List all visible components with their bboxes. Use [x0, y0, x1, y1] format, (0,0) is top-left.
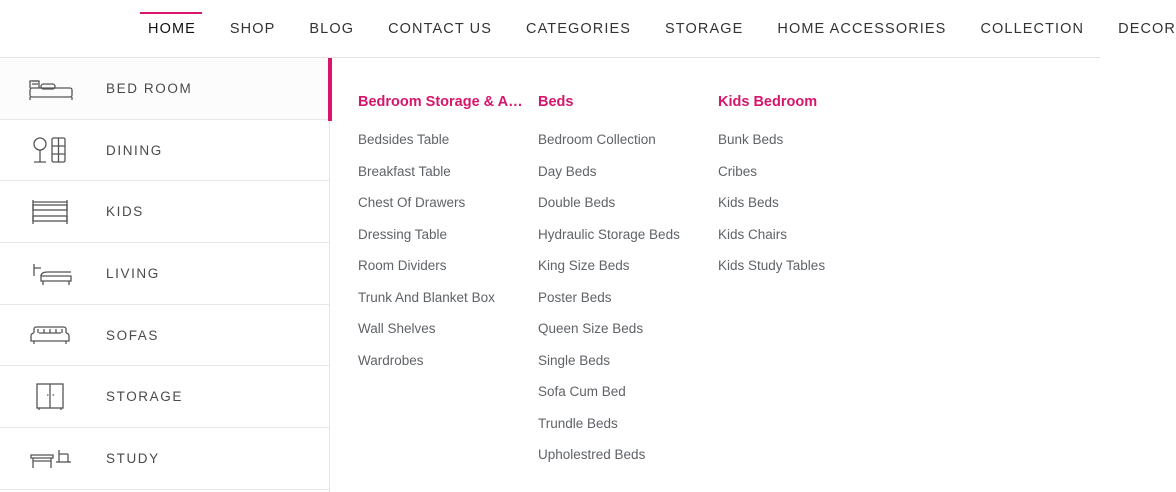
megamenu-link[interactable]: Cribes [718, 163, 758, 179]
megamenu-link[interactable]: Breakfast Table [358, 163, 451, 179]
nav-label: HOME [148, 20, 196, 37]
nav-label: DECOR [1118, 20, 1176, 37]
sidebar-item-label: STUDY [106, 450, 160, 466]
sidebar-item-dining[interactable] [0, 120, 329, 182]
megamenu-link[interactable]: Chest Of Drawers [358, 195, 466, 210]
nav-label: CATEGORIES [526, 20, 632, 37]
sidebar-item-bed-room[interactable] [0, 58, 329, 120]
megamenu-column-kids-bedroom [718, 94, 898, 492]
column-title: Beds [538, 94, 574, 110]
column-title: Bedroom Storage & A… [358, 94, 523, 110]
sidebar-item-living[interactable] [0, 243, 329, 305]
nav-label: STORAGE [665, 20, 744, 37]
bunk-bed-icon [28, 198, 88, 226]
desk-chair-icon [28, 445, 88, 471]
megamenu-link[interactable]: Poster Beds [538, 289, 612, 305]
category-sidebar [0, 58, 330, 492]
megamenu-column-bedroom-storage [358, 94, 538, 492]
nav-item-shop[interactable] [230, 0, 276, 58]
sidebar-item-label: LIVING [106, 265, 160, 281]
sidebar-item-storage[interactable] [0, 366, 329, 428]
megamenu-panel [330, 58, 1100, 492]
sidebar-item-label: SOFAS [106, 327, 160, 343]
nav-label: SHOP [229, 20, 276, 37]
nav-item-decor[interactable] [1118, 0, 1176, 58]
megamenu-link[interactable]: Kids Beds [718, 195, 779, 210]
megamenu-link[interactable]: Hydraulic Storage Beds [538, 226, 680, 242]
top-navigation [0, 0, 1176, 58]
megamenu-link[interactable]: Kids Study Tables [718, 258, 826, 273]
megamenu-link[interactable]: Day Beds [538, 163, 597, 179]
megamenu-link[interactable]: Trundle Beds [538, 415, 618, 431]
content-area [0, 58, 1100, 492]
sidebar-item-label: BED ROOM [106, 80, 193, 96]
megamenu-link[interactable]: Dressing Table [358, 226, 448, 242]
megamenu-link[interactable]: Bunk Beds [718, 132, 784, 147]
daybed-icon [28, 260, 88, 286]
sidebar-item-study[interactable] [0, 428, 329, 490]
nav-label: HOME ACCESSORIES [777, 20, 947, 37]
megamenu-link[interactable]: Bedroom Collection [538, 132, 656, 147]
megamenu-link[interactable]: Sofa Cum Bed [538, 384, 626, 399]
megamenu-link[interactable]: Kids Chairs [718, 226, 788, 242]
nav-label: COLLECTION [980, 20, 1085, 37]
nav-label: BLOG [309, 20, 355, 37]
sidebar-item-kids[interactable] [0, 181, 329, 243]
megamenu-link[interactable]: King Size Beds [538, 258, 630, 273]
megamenu-link[interactable]: Single Beds [538, 352, 611, 368]
sidebar-item-label: KIDS [106, 204, 144, 220]
megamenu-link[interactable]: Trunk And Blanket Box [358, 289, 495, 305]
sofa-icon [28, 323, 88, 347]
sidebar-item-sofas[interactable] [0, 305, 329, 367]
nav-item-home[interactable] [148, 0, 196, 58]
megamenu-link[interactable]: Wall Shelves [358, 321, 436, 336]
nav-item-storage[interactable] [665, 0, 743, 58]
megamenu-link[interactable]: Wardrobes [358, 352, 424, 368]
nav-label: CONTACT US [388, 20, 493, 37]
nav-item-home-accessories[interactable] [777, 0, 946, 58]
nav-item-contact-us[interactable] [388, 0, 492, 58]
column-title: Kids Bedroom [718, 94, 818, 110]
megamenu-link[interactable]: Bedsides Table [358, 132, 450, 147]
megamenu-link[interactable]: Upholestred Beds [538, 447, 646, 462]
dining-icon [28, 136, 88, 164]
megamenu-link[interactable]: Double Beds [538, 195, 616, 210]
cabinet-icon [28, 383, 88, 411]
nav-item-collection[interactable] [980, 0, 1084, 58]
megamenu-link[interactable]: Room Dividers [358, 258, 447, 273]
nav-item-blog[interactable] [309, 0, 354, 58]
nav-item-categories[interactable] [526, 0, 631, 58]
bed-icon [28, 75, 88, 101]
megamenu-column-beds [538, 94, 718, 492]
sidebar-item-label: STORAGE [106, 389, 183, 405]
megamenu-link[interactable]: Queen Size Beds [538, 321, 644, 336]
sidebar-item-label: DINING [106, 142, 163, 158]
